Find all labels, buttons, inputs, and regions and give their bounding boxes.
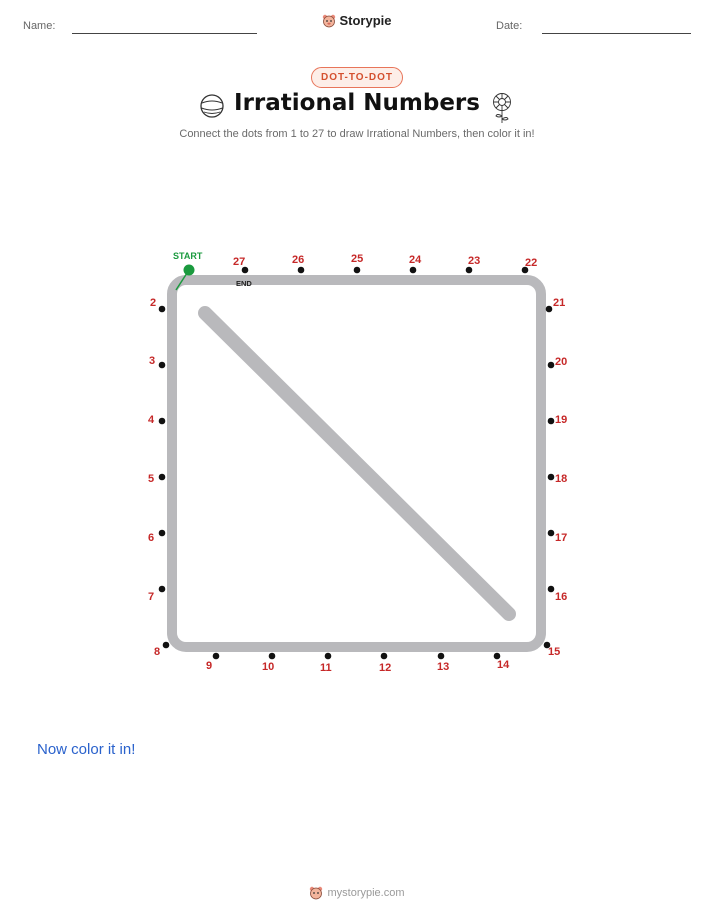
dot-5[interactable] xyxy=(159,474,166,481)
dot-number-3: 3 xyxy=(149,355,156,367)
dot-number-24: 24 xyxy=(409,254,422,266)
footer xyxy=(0,886,714,900)
dot-8[interactable] xyxy=(163,642,170,649)
dot-number-9: 9 xyxy=(206,660,213,672)
brand-name: Storypie xyxy=(339,13,392,28)
dot-number-25: 25 xyxy=(351,253,364,265)
dot-17[interactable] xyxy=(548,530,555,537)
dot-number-5: 5 xyxy=(148,473,155,485)
activity-badge: DOT-TO-DOT xyxy=(311,67,403,88)
dot-3[interactable] xyxy=(159,362,166,369)
dot-13[interactable] xyxy=(438,653,445,660)
dot-number-11: 11 xyxy=(320,662,332,674)
dot-number-19: 19 xyxy=(555,414,568,426)
dot-number-2: 2 xyxy=(150,297,157,309)
dot-number-4: 4 xyxy=(148,414,155,426)
dot-10[interactable] xyxy=(269,653,276,660)
storypie-mascot-icon xyxy=(309,886,323,900)
dot-26[interactable] xyxy=(298,267,305,274)
start-label: START xyxy=(173,251,203,261)
date-label: Date: xyxy=(496,20,523,32)
end-label: END xyxy=(236,279,252,288)
dot-number-27: 27 xyxy=(233,256,246,268)
dot-4[interactable] xyxy=(159,418,166,425)
dot-16[interactable] xyxy=(548,586,555,593)
name-label: Name: xyxy=(23,20,56,32)
dot-24[interactable] xyxy=(410,267,417,274)
dot-number-12: 12 xyxy=(379,662,392,674)
dot-number-23: 23 xyxy=(468,255,481,267)
color-prompt: Now color it in! xyxy=(37,741,136,758)
dot-number-15: 15 xyxy=(548,646,561,658)
dot-9[interactable] xyxy=(213,653,220,660)
dot-number-16: 16 xyxy=(555,591,568,603)
dot-19[interactable] xyxy=(548,418,555,425)
dot-number-20: 20 xyxy=(555,356,568,368)
dot-12[interactable] xyxy=(381,653,388,660)
dot-number-7: 7 xyxy=(148,591,155,603)
dot-21[interactable] xyxy=(546,306,553,313)
dot-number-17: 17 xyxy=(555,532,568,544)
dot-18[interactable] xyxy=(548,474,555,481)
start-marker[interactable] xyxy=(184,265,195,276)
dot-7[interactable] xyxy=(159,586,166,593)
dot-25[interactable] xyxy=(354,267,361,274)
dot-number-8: 8 xyxy=(154,646,161,658)
dot-2[interactable] xyxy=(159,306,166,313)
dot-number-21: 21 xyxy=(553,297,566,309)
dot-number-6: 6 xyxy=(148,532,155,544)
diagonal-stroke xyxy=(205,313,509,614)
dot-11[interactable] xyxy=(325,653,332,660)
footer-url[interactable]: mystorypie.com xyxy=(327,887,405,899)
dot-number-26: 26 xyxy=(292,254,305,266)
instructions: Connect the dots from 1 to 27 to draw Irrational Numbers, then color it in! xyxy=(179,128,535,140)
dot-number-18: 18 xyxy=(555,473,568,485)
dot-23[interactable] xyxy=(466,267,473,274)
dot-20[interactable] xyxy=(548,362,555,369)
dot-number-10: 10 xyxy=(262,661,275,673)
dot-number-14: 14 xyxy=(497,659,510,671)
dot-number-22: 22 xyxy=(525,257,538,269)
dot-number-13: 13 xyxy=(437,661,450,673)
dot-6[interactable] xyxy=(159,530,166,537)
page-title: Irrational Numbers xyxy=(234,90,480,116)
